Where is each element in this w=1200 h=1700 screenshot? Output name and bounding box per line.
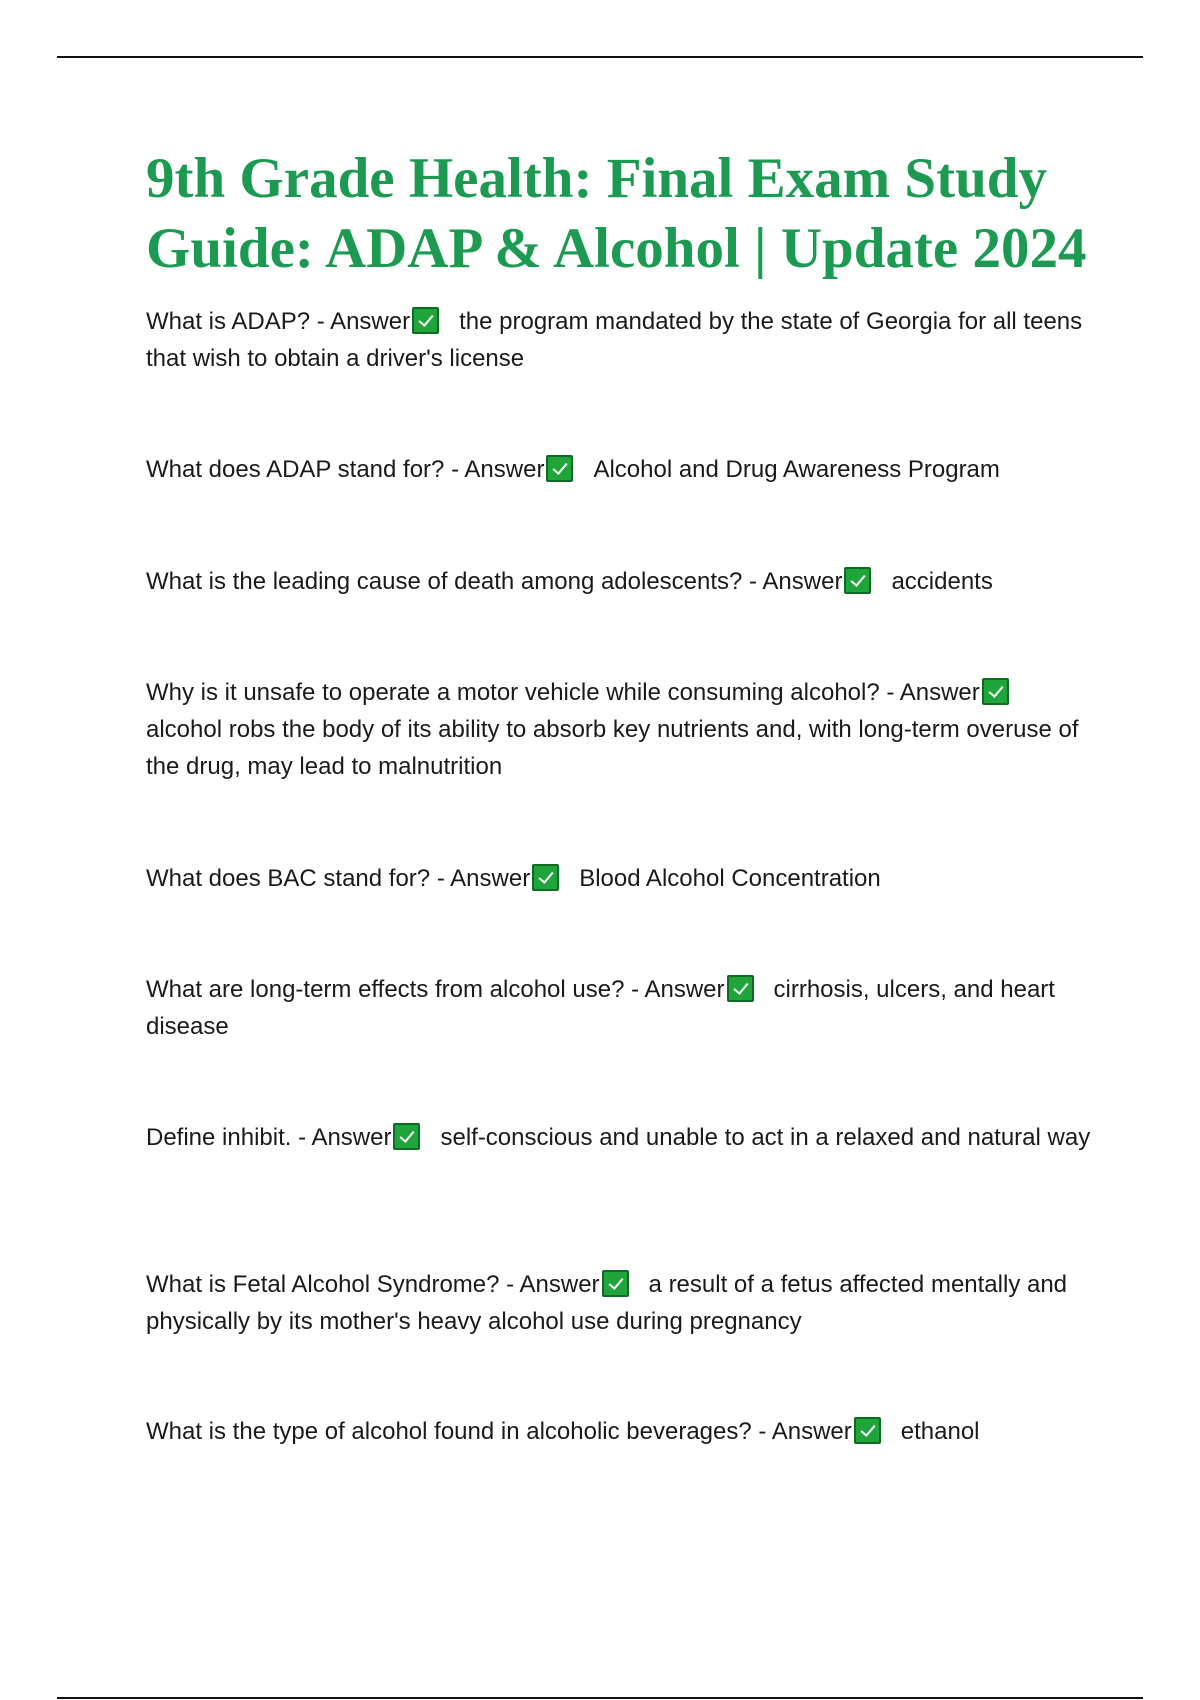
qa-item: What is the type of alcohol found in alcoholic beverages? - Answer ethanol: [146, 1418, 980, 1445]
answer-marker: Answer: [330, 308, 411, 335]
answer-text: a result of a fetus affected mentally and physically by its mother's heavy alcohol use during pregnancy: [146, 1271, 1068, 1335]
qa-item: Why is it unsafe to operate a motor vehicle while consuming alcohol? - Answeralcohol robs the body of its ability to absorb key nutrients and, with long-term overuse of the drug, may lead to malnutrition: [146, 679, 1079, 780]
answer-text: Blood Alcohol Concentration: [579, 865, 881, 892]
page-title: 9th Grade Health: Final Exam Study Guide: ADAP & Alcohol | Update 2024: [146, 147, 1087, 280]
qa-item: What is Fetal Alcohol Syndrome? - Answer a result of a fetus affected mentally and physically by its mother's heavy alcohol use during pregnancy: [146, 1271, 1068, 1335]
answer-text: ethanol: [900, 1418, 980, 1445]
check-mark-box-icon: [727, 975, 754, 1002]
question-text: What does BAC stand for?: [146, 865, 431, 892]
answer-marker: Answer: [644, 976, 725, 1003]
answer-text: cirrhosis, ulcers, and heart disease: [146, 976, 1055, 1040]
qa-item: What does ADAP stand for? - Answer Alcohol and Drug Awareness Program: [146, 456, 1000, 483]
qa-item: What is the leading cause of death among adolescents? - Answer accidents: [146, 568, 993, 595]
answer-text: self-conscious and unable to act in a relaxed and natural way: [440, 1124, 1091, 1151]
question-text: Why is it unsafe to operate a motor vehicle while consuming alcohol?: [146, 679, 880, 706]
answer-marker: Answer: [771, 1418, 852, 1445]
check-mark-box-icon: [393, 1123, 420, 1150]
check-mark-box-icon: [982, 678, 1009, 705]
question-text: What does ADAP stand for?: [146, 456, 445, 483]
question-text: What is ADAP?: [146, 308, 311, 335]
question-text: What is the type of alcohol found in alcoholic beverages?: [146, 1418, 752, 1445]
answer-text: the program mandated by the state of Georgia for all teens that wish to obtain a driver's license: [146, 308, 1083, 372]
question-text: Define inhibit.: [146, 1124, 292, 1151]
top-rule: [57, 56, 1143, 58]
qa-item: Define inhibit. - Answer self-conscious and unable to act in a relaxed and natural way: [146, 1124, 1091, 1151]
check-mark-box-icon: [854, 1417, 881, 1444]
check-mark-box-icon: [546, 455, 573, 482]
qa-item: What does BAC stand for? - Answer Blood Alcohol Concentration: [146, 865, 881, 892]
bottom-rule: [57, 1697, 1143, 1699]
answer-marker: Answer: [311, 1124, 392, 1151]
answer-text: alcohol robs the body of its ability to absorb key nutrients and, with long-term overuse of the drug, may lead to malnutrition: [146, 716, 1079, 780]
answer-text: accidents: [891, 568, 993, 595]
answer-marker: Answer: [762, 568, 843, 595]
check-mark-box-icon: [844, 567, 871, 594]
check-mark-box-icon: [602, 1270, 629, 1297]
answer-marker: Answer: [899, 679, 980, 706]
answer-marker: Answer: [519, 1271, 600, 1298]
answer-text: Alcohol and Drug Awareness Program: [593, 456, 1000, 483]
qa-item: What is ADAP? - Answer the program mandated by the state of Georgia for all teens that wish to obtain a driver's license: [146, 308, 1083, 372]
answer-marker: Answer: [464, 456, 545, 483]
qa-item: What are long-term effects from alcohol use? - Answer cirrhosis, ulcers, and heart disease: [146, 976, 1055, 1040]
check-mark-box-icon: [412, 307, 439, 334]
question-text: What is Fetal Alcohol Syndrome?: [146, 1271, 500, 1298]
question-text: What are long-term effects from alcohol use?: [146, 976, 625, 1003]
question-text: What is the leading cause of death among adolescents?: [146, 568, 743, 595]
answer-marker: Answer: [450, 865, 531, 892]
check-mark-box-icon: [532, 864, 559, 891]
